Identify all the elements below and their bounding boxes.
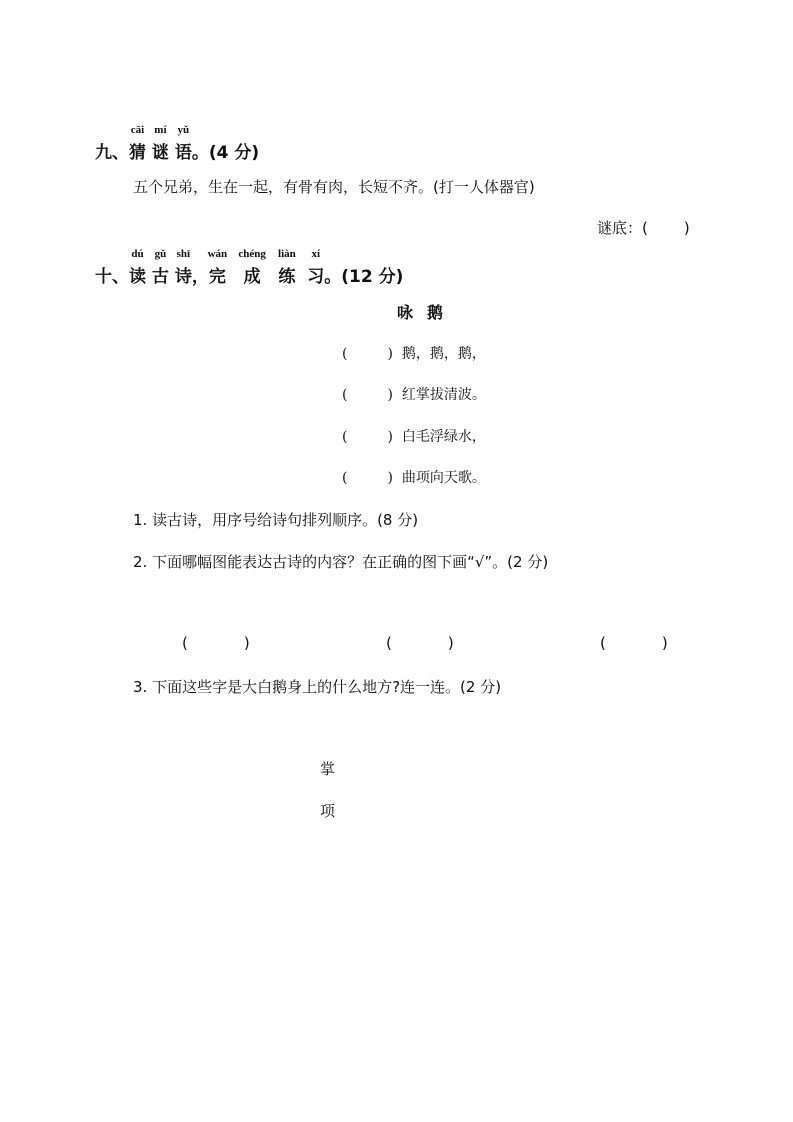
section-9-score: (4 分): [208, 143, 260, 163]
poem-line-2: ( ) 红掌拔清波。: [342, 387, 486, 403]
title-char-cheng: chéng 成: [238, 248, 266, 287]
picture-choice-2[interactable]: ( ): [386, 634, 454, 652]
section-10-number: 十、: [95, 267, 129, 287]
pinyin-mi: mí: [154, 124, 167, 136]
title-char-xi: xí 习: [307, 248, 325, 287]
title-char-du: dú 读: [129, 248, 146, 287]
title-char-wan: wán 完: [207, 248, 228, 287]
title-char-lian: liàn 练: [278, 248, 296, 287]
question-2: 2. 下面哪幅图能表达古诗的内容？在正确的图下画“√”。(2 分): [133, 553, 549, 571]
poem-title: 咏鹅: [397, 303, 458, 322]
title-char-mi: mí 谜: [151, 124, 169, 163]
title-char-cai: cāi 猜: [129, 124, 146, 163]
picture-choice-1[interactable]: ( ): [182, 634, 250, 652]
poem-line-3: ( ) 白毛浮绿水，: [342, 429, 486, 445]
picture-choice-3[interactable]: ( ): [600, 634, 668, 652]
answer-label: 谜底：(: [597, 219, 648, 237]
section-10-score: (12 分): [341, 267, 404, 287]
question-3: 3. 下面这些字是大白鹅身上的什么地方?连一连。(2 分): [133, 678, 502, 696]
section-9-heading: 九、 cāi 猜 mí 谜 yǔ 语。(4 分): [95, 124, 260, 163]
match-word-zhang[interactable]: 掌: [320, 760, 336, 778]
section-9-number: 九、: [95, 143, 129, 163]
question-1: 1. 读古诗，用序号给诗句排列顺序。(8 分): [133, 511, 419, 529]
title-char-yu: yǔ 语: [174, 124, 192, 163]
pinyin-cai: cāi: [130, 124, 145, 136]
section-10-heading: 十、 dú 读 gǔ 古 shī 诗， wán 完 chéng 成 liàn 练 xí 习。(12 分): [95, 248, 404, 287]
poem-line-4: ( ) 曲项向天歌。: [342, 470, 486, 486]
poem-line-1: ( ) 鹅，鹅，鹅，: [342, 346, 486, 362]
pinyin-yu: yǔ: [177, 124, 190, 136]
riddle-answer: 谜底：( ): [597, 219, 690, 237]
title-char-gu: gǔ 古: [151, 248, 169, 287]
riddle-text: 五个兄弟，生在一起，有骨有肉，长短不齐。(打一人体器官): [133, 178, 535, 196]
match-word-xiang[interactable]: 项: [320, 802, 336, 820]
title-char-shi: shī 诗: [174, 248, 192, 287]
